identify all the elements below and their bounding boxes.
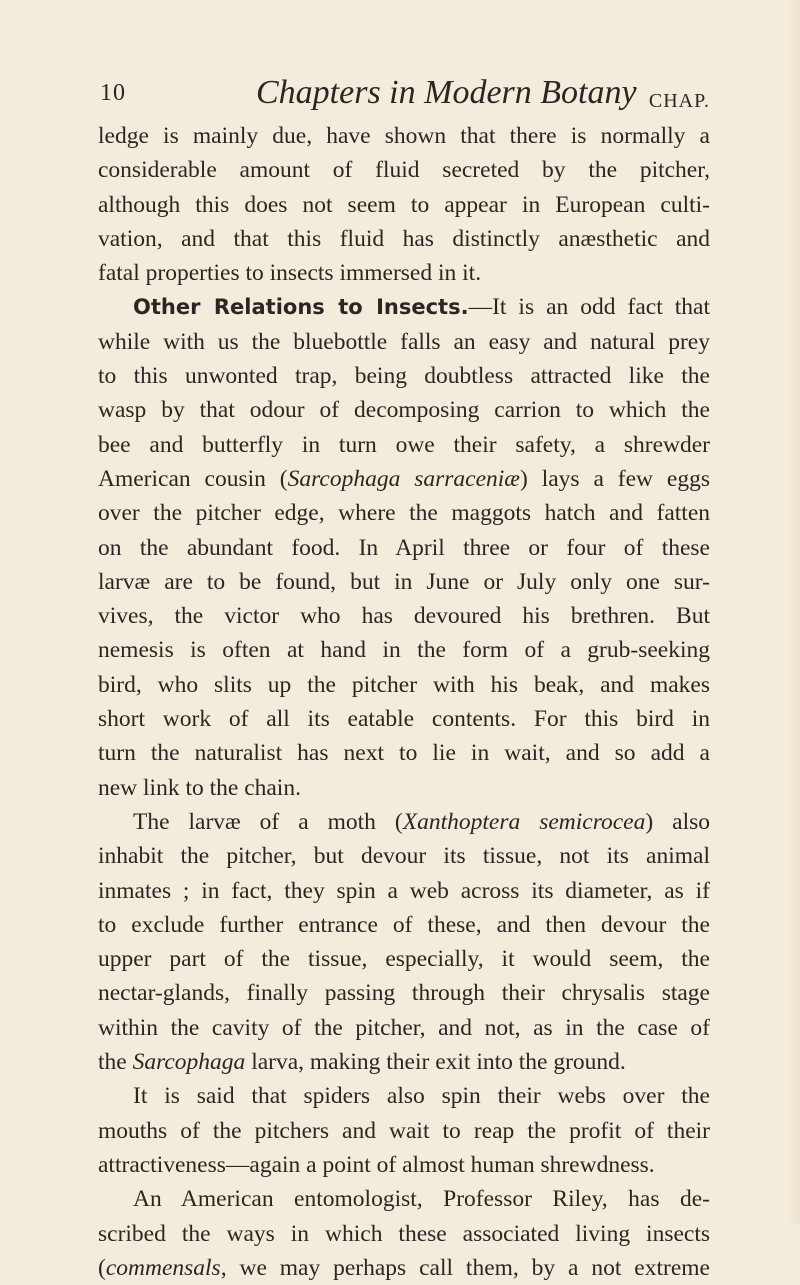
- text-line: vives, the victor who has devoured his brethren. But: [98, 603, 710, 630]
- chap-label: CHAP.: [648, 90, 710, 112]
- text-line: scribed the ways in which these associated living insects: [98, 1220, 710, 1247]
- section-first-line: [98, 290, 710, 324]
- text-span: (: [98, 1254, 106, 1281]
- genus-name: Sarcophaga: [132, 1049, 246, 1076]
- text-line: wasp by that odour of decomposing carrion to which the: [98, 397, 710, 424]
- text-span: —It is an odd fact that: [468, 294, 710, 321]
- paragraph-first-line: [98, 805, 710, 839]
- text-span: , we may perhaps call them, by a not extreme: [220, 1254, 710, 1281]
- text-line: fatal properties to insects immersed in it.: [98, 260, 482, 287]
- page-edge: [788, 0, 800, 1224]
- section-heading: Other Relations to Insects.: [133, 295, 469, 320]
- term: commensals: [105, 1254, 221, 1281]
- page-number: 10: [100, 80, 126, 106]
- text-line: [98, 1045, 710, 1079]
- text-line: larvæ are to be found, but in June or July only one sur-: [98, 568, 710, 595]
- text-line: on the abundant food. In April three or four of these: [98, 534, 710, 561]
- text-line: considerable amount of fluid secreted by the pitcher,: [98, 157, 710, 184]
- text-line: within the cavity of the pitcher, and not, as in the case of: [98, 1014, 710, 1041]
- text-span: the: [98, 1049, 133, 1076]
- text-line: [98, 462, 710, 496]
- text-span: ) lays a few eggs: [519, 465, 710, 492]
- text-line: turn the naturalist has next to lie in wait, and so add a: [98, 740, 710, 767]
- text-span: The larvæ of a moth (: [133, 808, 403, 835]
- text-line: vation, and that this fluid has distinctly anæsthetic and: [98, 225, 710, 252]
- paragraph-first-line: An American entomologist, Professor Riley, has de-: [133, 1186, 710, 1213]
- text-line: new link to the chain.: [98, 774, 301, 801]
- text-line: nectar-glands, finally passing through their chrysalis stage: [98, 980, 710, 1007]
- text-line: attractiveness—again a point of almost human shrewdness.: [98, 1151, 655, 1178]
- species-name: Sarcophaga sarraceniæ: [287, 465, 520, 492]
- text-line: while with us the bluebottle falls an easy and natural prey: [98, 328, 710, 355]
- text-line: to exclude further entrance of these, and then devour the: [98, 911, 710, 938]
- text-line: over the pitcher edge, where the maggots hatch and fatten: [98, 500, 710, 527]
- paragraph-first-line: It is said that spiders also spin their webs over the: [133, 1083, 710, 1110]
- text-line: to this unwonted trap, being doubtless attracted like the: [98, 363, 710, 390]
- running-head: [98, 72, 710, 112]
- text-line: nemesis is often at hand in the form of a grub-seeking: [98, 637, 710, 664]
- text-line: ledge is mainly due, have shown that there is normally a: [98, 123, 710, 149]
- text-line: [98, 1251, 710, 1285]
- text-line: short work of all its eatable contents. For this bird in: [98, 706, 710, 733]
- text-span: ) also: [645, 808, 710, 835]
- text-line: bird, who slits up the pitcher with his beak, and makes: [98, 671, 710, 698]
- text-line: mouths of the pitchers and wait to reap the profit of their: [98, 1117, 710, 1144]
- text-line: inhabit the pitcher, but devour its tissue, not its animal: [98, 843, 710, 870]
- text-span: American cousin (: [98, 465, 288, 492]
- text-span: larva, making their exit into the ground.: [245, 1049, 626, 1076]
- running-title: Chapters in Modern Botany: [256, 74, 637, 111]
- text-line: bee and butterfly in turn owe their safety, a shrewder: [98, 431, 710, 458]
- text-line: inmates ; in fact, they spin a web across its diameter, as if: [98, 877, 710, 904]
- text-line: upper part of the tissue, especially, it would seem, the: [98, 946, 710, 973]
- text-line: although this does not seem to appear in European culti-: [98, 191, 710, 218]
- species-name: Xanthoptera semicrocea: [402, 808, 646, 835]
- body-text: [98, 119, 710, 1285]
